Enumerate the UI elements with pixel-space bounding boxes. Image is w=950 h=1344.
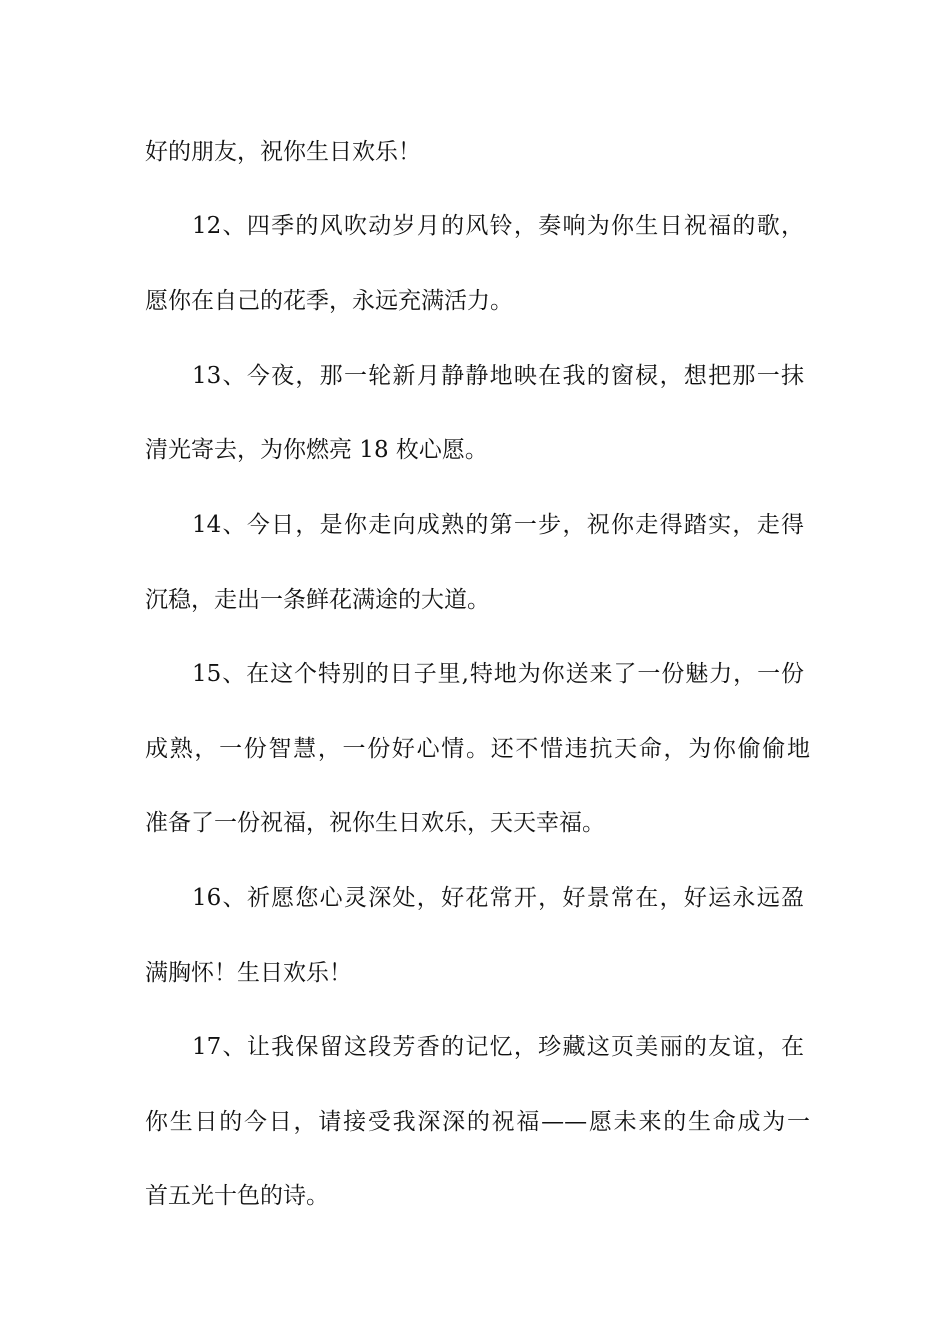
text-line: 14、今日，是你走向成熟的第一步，祝你走得踏实，走得 (192, 512, 804, 538)
text-line: 16、祈愿您心灵深处，好花常开，好景常在，好运永远盈 (192, 885, 804, 911)
text-line: 你生日的今日，请接受我深深的祝福——愿未来的生命成为一 (145, 1109, 810, 1135)
text-line: 13、今夜，那一轮新月静静地映在我的窗棂，想把那一抹 (192, 363, 804, 389)
text-line: 沉稳，走出一条鲜花满途的大道。 (145, 587, 490, 613)
text-line: 准备了一份祝福，祝你生日欢乐，天天幸福。 (145, 810, 605, 836)
text-line: 17、让我保留这段芳香的记忆，珍藏这页美丽的友谊，在 (192, 1034, 804, 1060)
text-line: 满胸怀！生日欢乐！ (145, 960, 352, 986)
text-line: 成熟，一份智慧，一份好心情。还不惜违抗天命，为你偷偷地 (145, 736, 810, 762)
text-line: 清光寄去，为你燃亮 18 枚心愿。 (145, 437, 488, 463)
text-line: 愿你在自己的花季，永远充满活力。 (145, 288, 513, 314)
text-line: 首五光十色的诗。 (145, 1183, 329, 1209)
text-line: 好的朋友，祝你生日欢乐！ (145, 139, 421, 165)
text-line: 15、在这个特别的日子里,特地为你送来了一份魅力，一份 (192, 661, 804, 687)
text-line: 12、四季的风吹动岁月的风铃，奏响为你生日祝福的歌， (192, 213, 804, 239)
